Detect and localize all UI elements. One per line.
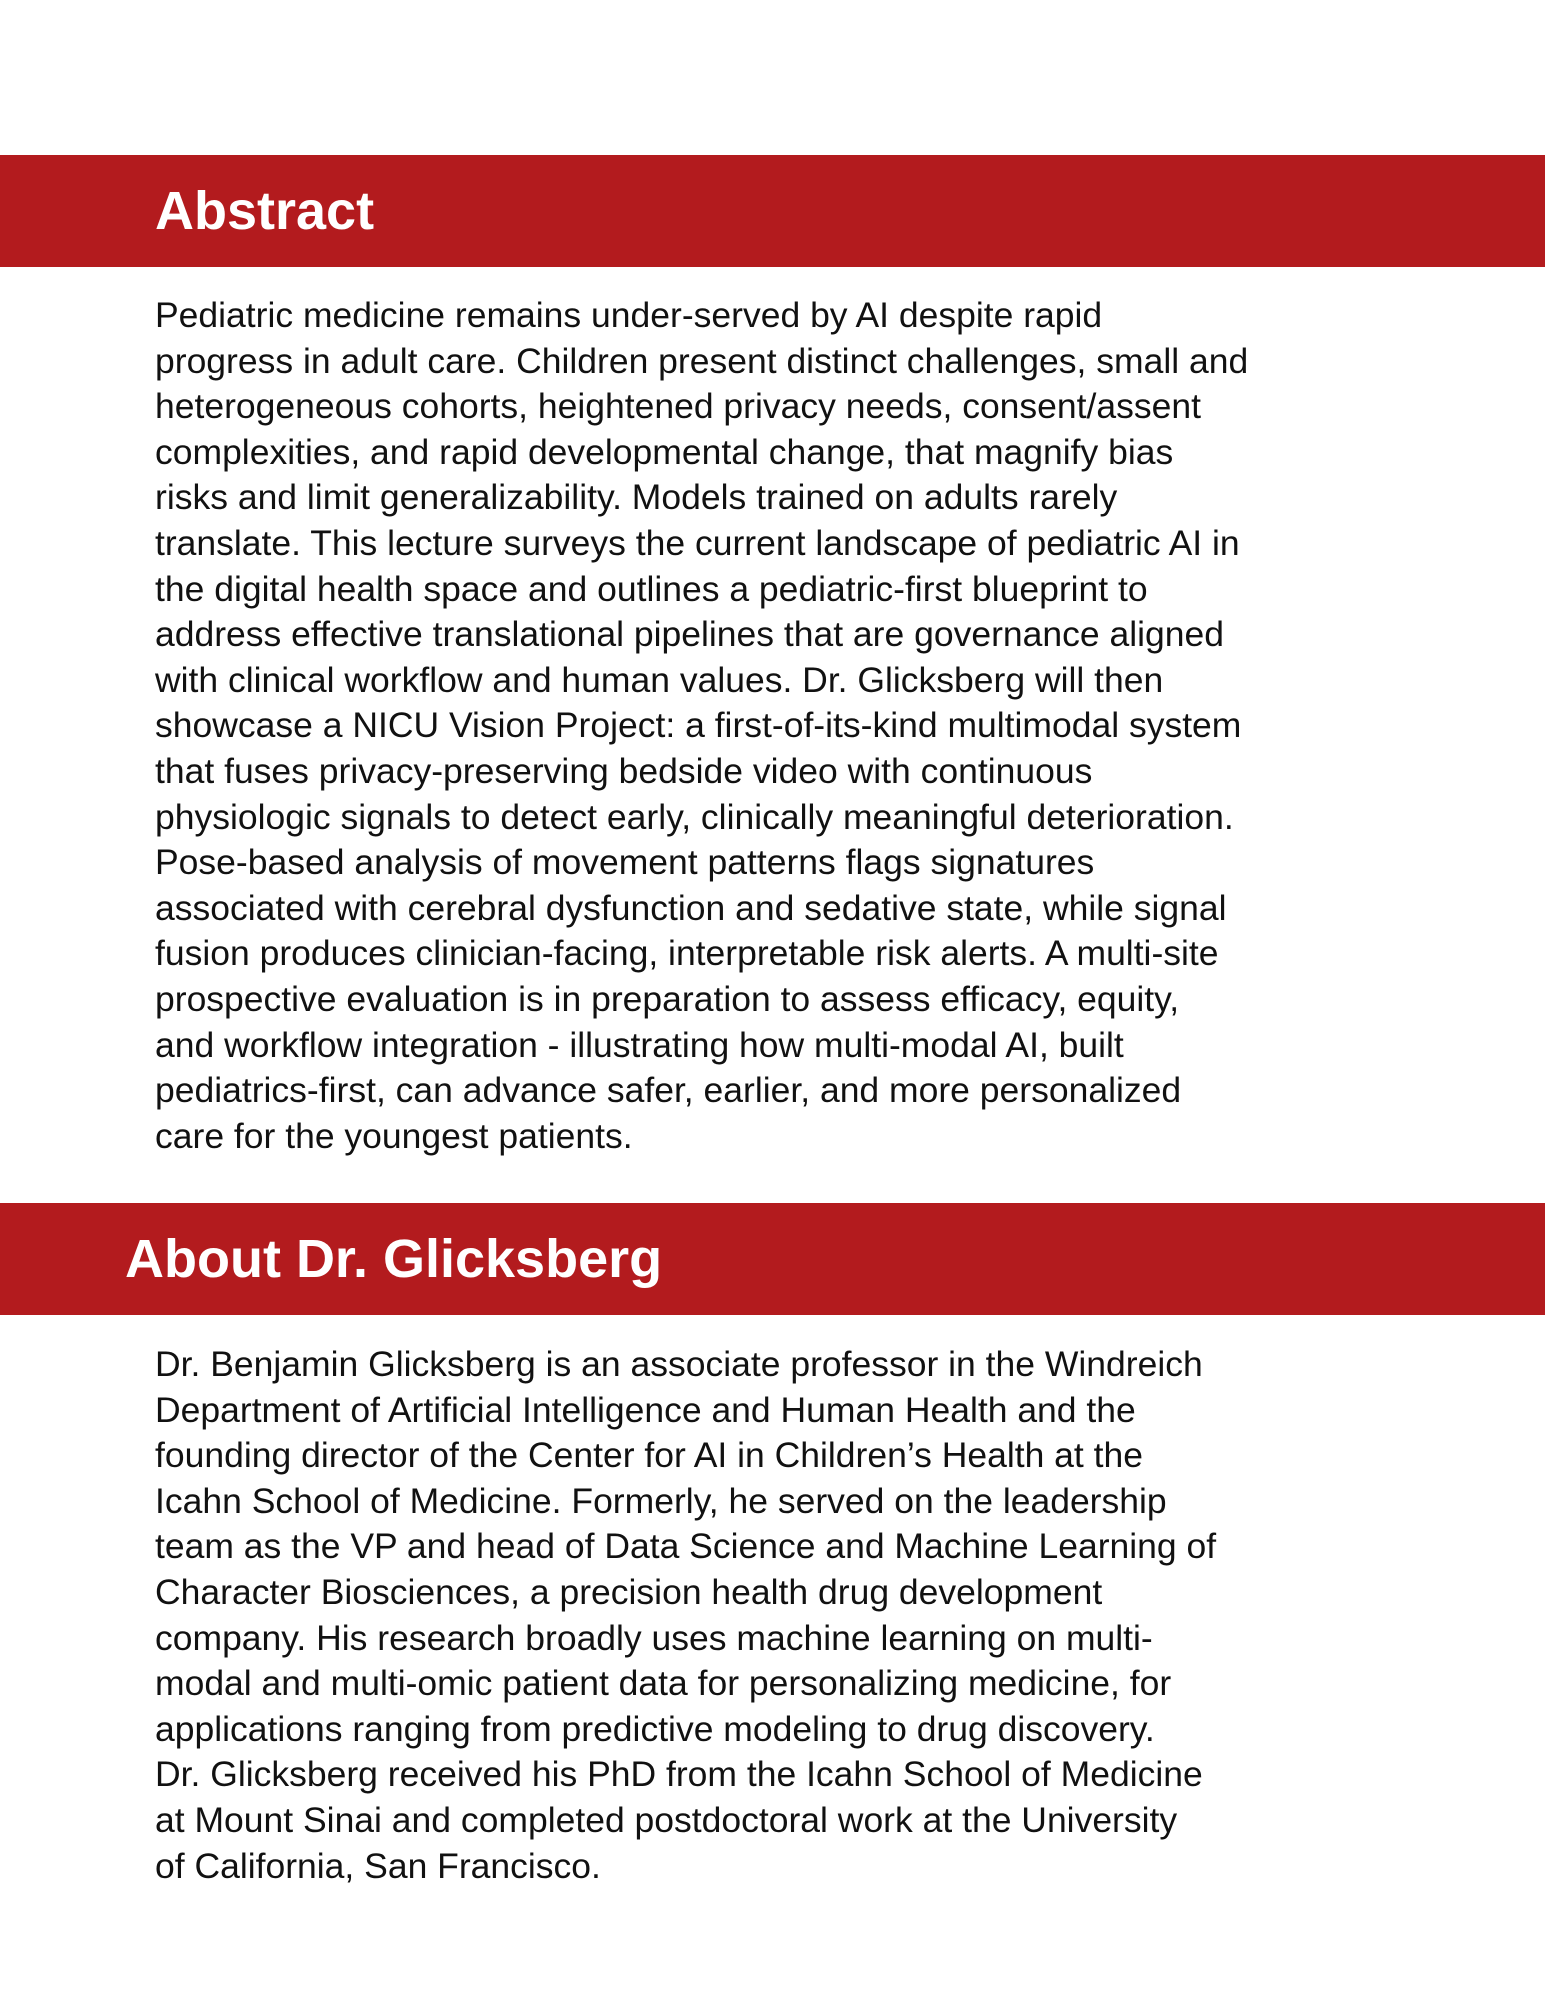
abstract-body: Pediatric medicine remains under-served by AI despite rapid progress in adult care. Children present distinct challenges, small and heterogeneous cohorts, heightened privacy needs, consent/assent complexities, and rapid developmental change, that magnify bias risks and limit generalizability. Models trained on adults rarely translate. This lecture surveys the current landscape of pediatric AI in the digital health space and outlines a pediatric-first blueprint to address effective translational pipelines that are governance aligned with clinical workflow and human values. Dr. Glicksberg will then showcase a NICU Vision Project: a first-of-its-kind multimodal system that fuses privacy-preserving bedside video with continuous physiologic signals to detect early, clinically meaningful deterioration. Pose-based analysis of movement patterns flags signatures associated with cerebral dysfunction and sedative state, while signal fusion produces clinician-facing, interpretable risk alerts. A multi-site prospective evaluation is in preparation to assess efficacy, equity, and workflow integration - illustrating how multi-modal AI, built pediatrics-first, can advance safer, earlier, and more personalized care for the youngest patients.	[155, 295, 1249, 1156]
abstract-heading: Abstract	[155, 181, 375, 241]
about-heading: About Dr. Glicksberg	[125, 1229, 663, 1289]
about-header-band	[0, 1203, 1545, 1315]
abstract-header-band	[0, 155, 1545, 267]
about-body: Dr. Benjamin Glicksberg is an associate professor in the Windreich Department of Artificial Intelligence and Human Health and the founding director of the Center for AI in Children’s Health at the Icahn School of Medicine. Formerly, he served on the leadership team as the VP and head of Data Science and Machine Learning of Character Biosciences, a precision health drug development company. His research broadly uses machine learning on multi- modal and multi-omic patient data for personalizing medicine, for applications ranging from predictive modeling to drug discovery. Dr. Glicksberg received his PhD from the Icahn School of Medicine at Mount Sinai and completed postdoctoral work at the University of California, San Francisco.	[155, 1344, 1217, 1886]
